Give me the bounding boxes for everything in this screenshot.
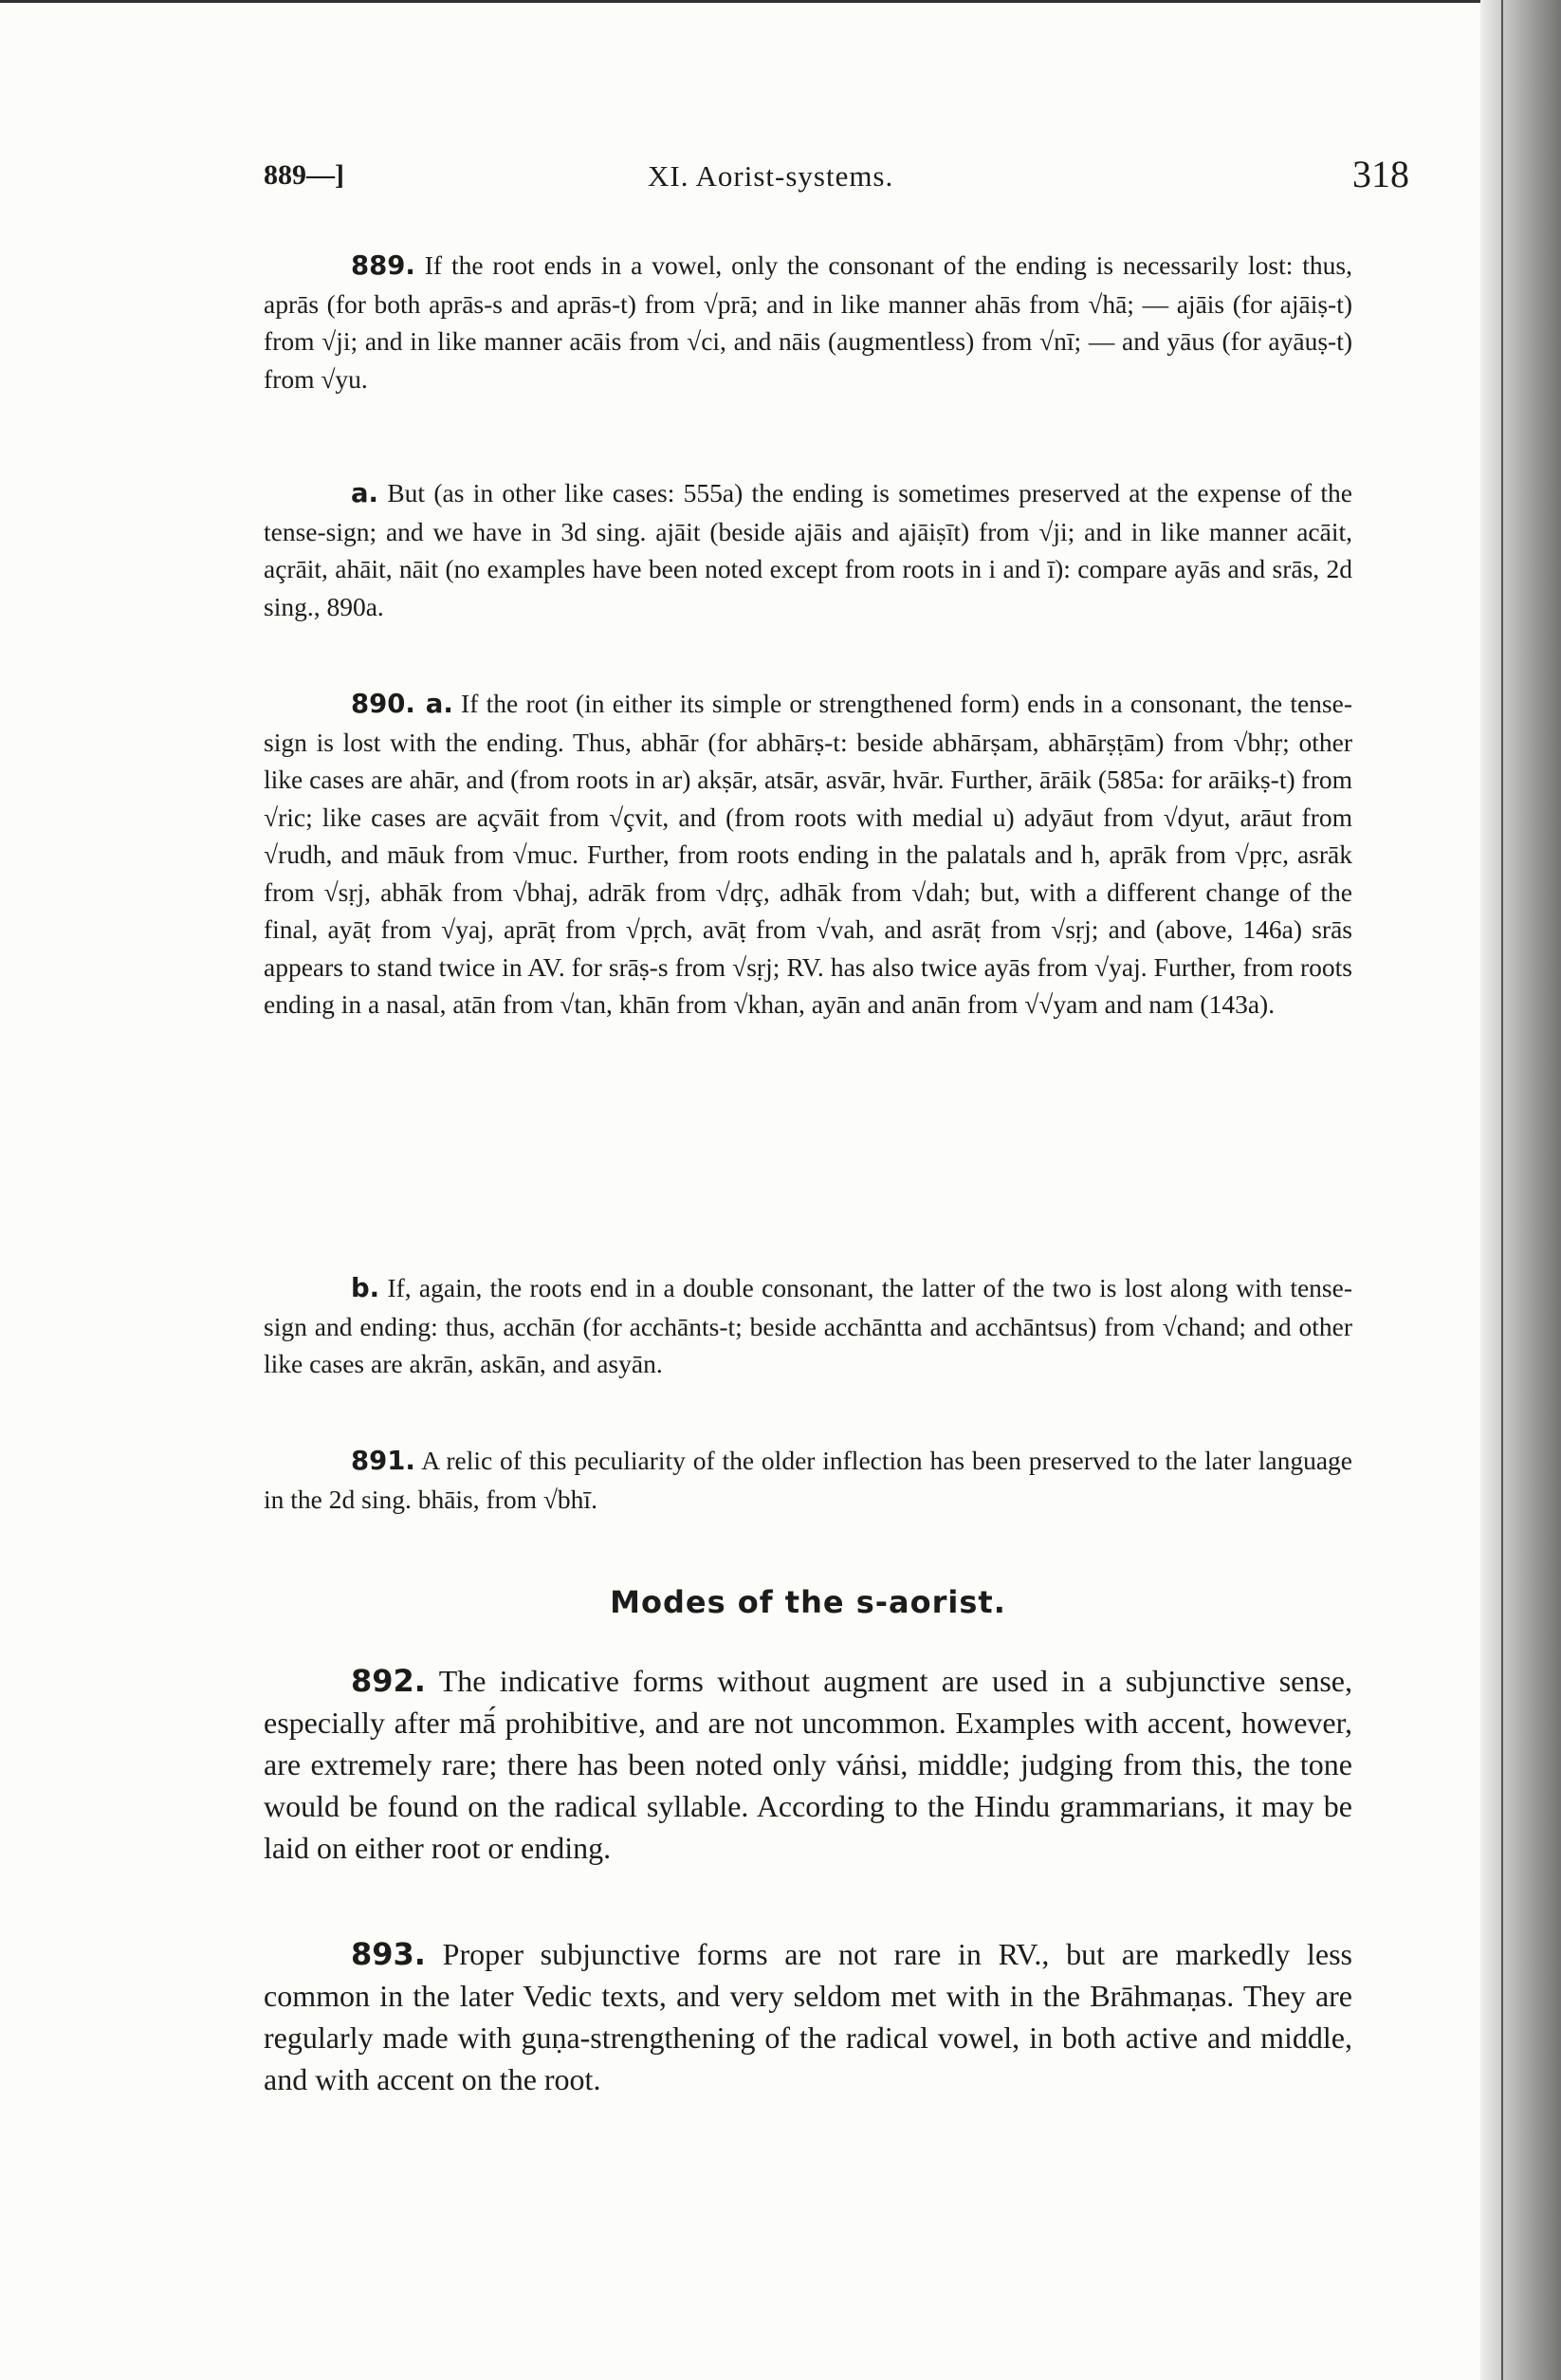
paragraph-text: If, again, the roots end in a double consonant, the latter of the two is lost along with tense-sign and ending: thus, acchān (for acchānts-t; beside acchāntta and acchāntsus) from √chand; and other like cases are akrān, askān, and asyān. [264, 1273, 1352, 1378]
paragraph-890b [264, 1269, 1352, 1383]
paragraph-number: 892. [351, 1663, 426, 1699]
section-reference: 889—] [264, 159, 344, 191]
scan-page-edge-shadow [1480, 0, 1561, 2380]
paragraph-text: If the root ends in a vowel, only the consonant of the ending is necessarily lost: thus, aprās (for both aprās-s and aprās-t) from √prā; and in like manner ahās from √hā; — ajāis (for ajāiṣ-t) from √ji; and in like manner acāis from √ci, and nāis (augmentless) from √nī; — and yāus (for ayāuṣ-t) from √yu. [264, 250, 1353, 394]
paragraph-number: a. [351, 478, 379, 508]
paragraph-889 [264, 247, 1352, 397]
paragraph-number: 890. a. [351, 689, 453, 719]
running-head [264, 152, 1409, 209]
paragraph-number: b. [351, 1273, 380, 1303]
paragraph-text: The indicative forms without augment are used in a subjunctive sense, especially after mā́ prohibitive, and are not uncommon. Examples with accent, however, are extremely rare; there has been noted only váṅsi, middle; judging from this, the tone would be found on the radical syllable. According to the Hindu grammarians, it may be laid on either root or ending. [264, 1664, 1353, 1865]
scan-top-border [0, 0, 1561, 3]
chapter-title: XI. Aorist-systems. [648, 159, 894, 193]
paragraph-893 [264, 1933, 1352, 2100]
paragraph-number: 889. [351, 250, 415, 281]
page-number: 318 [1352, 153, 1409, 195]
paragraph-text: A relic of this peculiarity of the older inflection has been preserved to the later language in the 2d sing. bhāis, from √bhī. [264, 1446, 1353, 1514]
paragraph-891 [264, 1442, 1352, 1518]
paragraph-text: Proper subjunctive forms are not rare in RV., but are markedly less common in the later Vedic texts, and very seldom met with in the Brāhmaṇas. They are regularly made with guṇa-strengthening of the radical vowel, in both active and middle, and with accent on the root. [264, 1937, 1353, 2096]
paragraph-text: But (as in other like cases: 555a) the ending is sometimes preserved at the expense of the tense-sign; and we have in 3d sing. ajāit (beside ajāis and ajāiṣīt) from √ji; and in like manner acāit, açrāit, ahāit, nāit (no examples have been noted except from roots in i and ī): compare ayās and srās, 2d sing., 890a. [264, 478, 1352, 621]
section-heading: Modes of the s-aorist. [610, 1584, 1006, 1620]
paragraph-number: 891. [351, 1446, 415, 1476]
paragraph-number: 893. [351, 1936, 426, 1972]
paragraph-890a [264, 685, 1352, 1024]
paragraph-text: If the root (in either its simple or strengthened form) ends in a consonant, the tense-sign is lost with the ending. Thus, abhār (for abhārṣ-t: beside abhārṣam, abhārṣṭām) from √bhṛ; other like cases are ahār, and (from roots in ar) akṣār, atsār, asvār, hvār. Further, ārāik (585a: for arāikṣ-t) from √ric; like cases are açvāit from √çvit, and (from roots with medial u) adyāut from √dyut, arāut from √rudh, and māuk from √muc. Further, from roots ending in the palatals and h, aprāk from √pṛc, asrāk from √sṛj, abhāk from √bhaj, adrāk from √dṛç, adhāk from √dah; but, with a different change of the final, ayāṭ from √yaj, aprāṭ from √pṛch, avāṭ from √vah, and asrāṭ from √sṛj; and (above, 146a) srās appears to stand twice in AV. for srāṣ-s from √sṛj; RV. has also twice ayās from √yaj. Further, from roots ending in a nasal, atān from √tan, khān from √khan, ayān and anān from √√yam and nam (143a). [264, 689, 1352, 1019]
paragraph-892 [264, 1660, 1352, 1869]
paragraph-889a [264, 474, 1352, 625]
